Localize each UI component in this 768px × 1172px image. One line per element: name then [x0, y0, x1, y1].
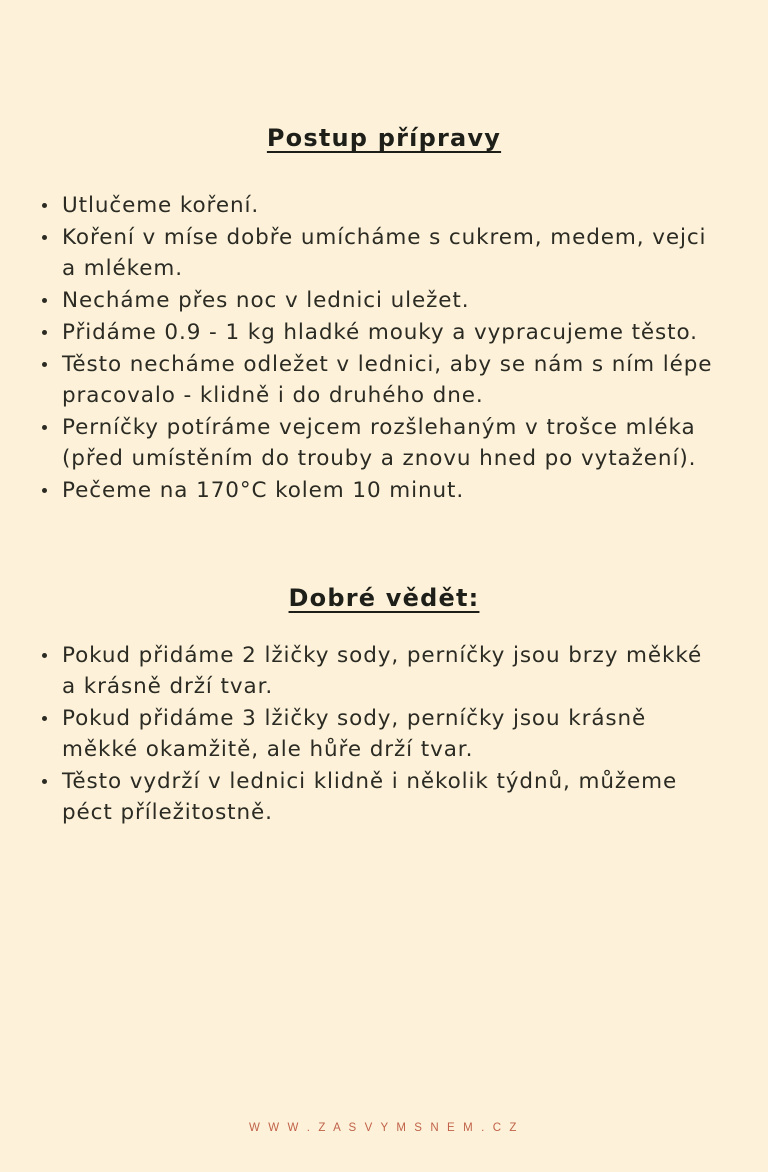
- steps-list-dobre-vedet: [34, 640, 734, 828]
- section-title-dobre-vedet: Dobré vědět:: [288, 583, 480, 612]
- list-item: Koření v míse dobře umícháme s cukrem, medem, vejci a mlékem.: [34, 222, 724, 284]
- steps-list-postup: [34, 190, 734, 506]
- section-title-postup: Postup přípravy: [266, 123, 502, 152]
- list-item: Utlučeme koření.: [34, 190, 724, 221]
- footer-website: W W W . Z A S V Y M S N E M . C Z: [248, 1121, 520, 1134]
- list-item: Pečeme na 170°C kolem 10 minut.: [34, 475, 724, 506]
- list-item: Přidáme 0.9 - 1 kg hladké mouky a vypracujeme těsto.: [34, 317, 724, 348]
- list-item: Necháme přes noc v lednici uležet.: [34, 285, 724, 316]
- list-item: Těsto necháme odležet v lednici, aby se nám s ním lépe pracovalo - klidně i do druhého dne.: [34, 349, 724, 411]
- list-item: Pokud přidáme 2 lžičky sody, perníčky jsou brzy měkké a krásně drží tvar.: [34, 640, 704, 702]
- list-item: Perníčky potíráme vejcem rozšlehaným v trošce mléka (před umístěním do trouby a znovu hned po vytažení).: [34, 412, 724, 474]
- list-item: Těsto vydrží v lednici klidně i několik týdnů, můžeme péct příležitostně.: [34, 766, 704, 828]
- recipe-page: [0, 20, 768, 1172]
- list-item: Pokud přidáme 3 lžičky sody, perníčky jsou krásně měkké okamžitě, ale hůře drží tvar.: [34, 703, 704, 765]
